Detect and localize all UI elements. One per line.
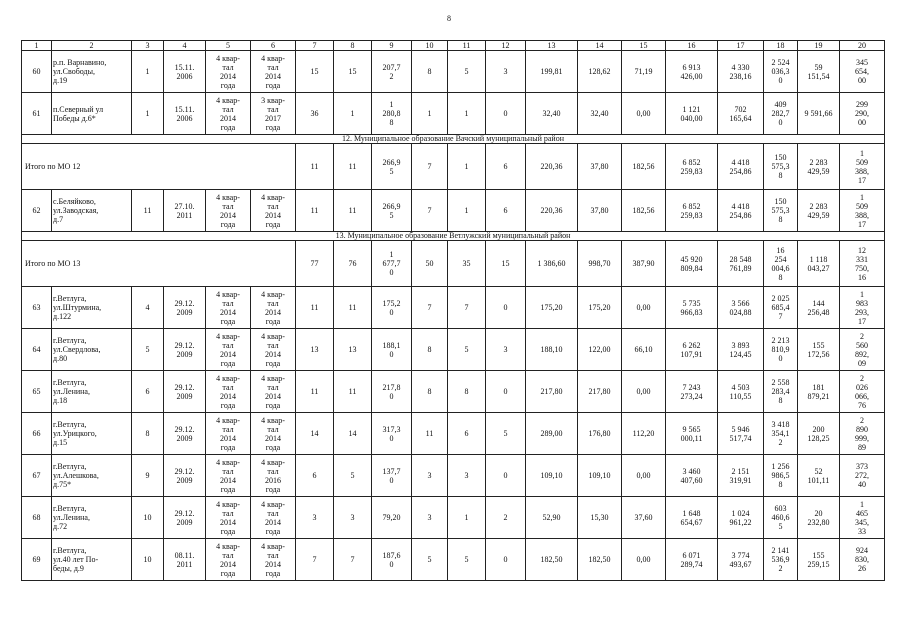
table-cell: 37,80 xyxy=(578,190,622,232)
table-cell: 4 квар- тал 2014 года xyxy=(206,51,251,93)
table-cell: 6 xyxy=(486,144,526,190)
address-cell: п.Северный ул Победы д.6* xyxy=(52,93,132,135)
table-cell: 387,90 xyxy=(622,241,666,287)
table-cell: 29.12. 2009 xyxy=(164,413,206,455)
table-cell: 5 xyxy=(448,329,486,371)
table-cell: 45 920 809,84 xyxy=(666,241,718,287)
table-cell: 7 xyxy=(412,190,448,232)
register-table xyxy=(21,40,885,581)
table-cell: 5 xyxy=(486,413,526,455)
table-cell: 0,00 xyxy=(622,93,666,135)
table-cell: 3 xyxy=(486,329,526,371)
table-cell: 1 xyxy=(448,144,486,190)
table-cell: 11 xyxy=(296,144,334,190)
column-header: 15 xyxy=(622,41,666,51)
table-cell: 4 квар- тал 2014 года xyxy=(251,371,296,413)
table-cell: 188,10 xyxy=(526,329,578,371)
table-cell: 128,62 xyxy=(578,51,622,93)
column-header: 14 xyxy=(578,41,622,51)
table-cell: 36 xyxy=(296,93,334,135)
table-cell: 217,80 xyxy=(578,371,622,413)
table-cell: 1 xyxy=(448,497,486,539)
table-cell: 1 648 654,67 xyxy=(666,497,718,539)
table-cell: 9 591,66 xyxy=(798,93,840,135)
table-cell: 2 283 429,59 xyxy=(798,190,840,232)
table-cell: 182,50 xyxy=(578,539,622,581)
page-number: 8 xyxy=(447,14,451,23)
total-label: Итого по МО 13 xyxy=(22,241,296,287)
table-cell: 6 xyxy=(486,190,526,232)
table-cell: 175,2 0 xyxy=(372,287,412,329)
table-cell: 7 243 273,24 xyxy=(666,371,718,413)
table-cell: 1 xyxy=(132,93,164,135)
table-cell: 4 квар- тал 2014 года xyxy=(206,539,251,581)
table-cell: 220,36 xyxy=(526,190,578,232)
table-cell: 27.10. 2011 xyxy=(164,190,206,232)
table-cell: 52,90 xyxy=(526,497,578,539)
table-cell: 8 xyxy=(448,371,486,413)
table-cell: 6 913 426,00 xyxy=(666,51,718,93)
table-cell: 14 xyxy=(334,413,372,455)
table-cell: 29.12. 2009 xyxy=(164,287,206,329)
table-cell: 15 xyxy=(296,51,334,93)
table-cell: 5 735 966,83 xyxy=(666,287,718,329)
column-header: 9 xyxy=(372,41,412,51)
table-cell: 266,9 5 xyxy=(372,190,412,232)
column-header: 17 xyxy=(718,41,764,51)
column-header: 16 xyxy=(666,41,718,51)
table-cell: 5 946 517,74 xyxy=(718,413,764,455)
table-cell: 9 565 000,11 xyxy=(666,413,718,455)
table-cell: 66,10 xyxy=(622,329,666,371)
table-cell: 13 xyxy=(296,329,334,371)
table-cell: 71,19 xyxy=(622,51,666,93)
table-cell: 5 xyxy=(334,455,372,497)
table-cell: 2 026 066, 76 xyxy=(840,371,885,413)
table-cell: 1 509 388, 17 xyxy=(840,144,885,190)
table-row xyxy=(22,190,885,232)
column-header: 10 xyxy=(412,41,448,51)
table-cell: 176,80 xyxy=(578,413,622,455)
table-cell: 29.12. 2009 xyxy=(164,455,206,497)
table-cell: 15 xyxy=(486,241,526,287)
table-cell: 137,7 0 xyxy=(372,455,412,497)
table-cell: 924 830, 26 xyxy=(840,539,885,581)
table-cell: 1 118 043,27 xyxy=(798,241,840,287)
table-cell: 0,00 xyxy=(622,455,666,497)
address-cell: г.Ветлуга, ул.Штурмина, д.122 xyxy=(52,287,132,329)
table-cell: 0,00 xyxy=(622,287,666,329)
table-cell: 3 xyxy=(412,497,448,539)
table-cell: 199,81 xyxy=(526,51,578,93)
table-cell: 2 213 810,9 0 xyxy=(764,329,798,371)
table-cell: 77 xyxy=(296,241,334,287)
table-cell: 0 xyxy=(486,93,526,135)
table-cell: 4 квар- тал 2014 года xyxy=(251,497,296,539)
table-cell: 3 xyxy=(412,455,448,497)
table-cell: 7 xyxy=(296,539,334,581)
table-cell: 3 xyxy=(448,455,486,497)
table-cell: 4 квар- тал 2014 года xyxy=(206,287,251,329)
row-number: 67 xyxy=(22,455,52,497)
table-cell: 266,9 5 xyxy=(372,144,412,190)
table-row xyxy=(22,497,885,539)
table-cell: 11 xyxy=(412,413,448,455)
table-cell: 4 квар- тал 2014 года xyxy=(251,287,296,329)
table-cell: 182,50 xyxy=(526,539,578,581)
table-row xyxy=(22,51,885,93)
table-cell: 4 503 110,55 xyxy=(718,371,764,413)
table-cell: 4 квар- тал 2014 года xyxy=(251,413,296,455)
table-cell: 2 141 536,9 2 xyxy=(764,539,798,581)
column-header: 19 xyxy=(798,41,840,51)
table-cell: 15.11. 2006 xyxy=(164,93,206,135)
table-cell: 4 418 254,86 xyxy=(718,190,764,232)
column-header: 1 xyxy=(22,41,52,51)
table-cell: 603 460,6 5 xyxy=(764,497,798,539)
table-cell: 1 280,8 8 xyxy=(372,93,412,135)
table-cell: 5 xyxy=(412,539,448,581)
table-cell: 1 xyxy=(132,51,164,93)
column-header: 4 xyxy=(164,41,206,51)
table-cell: 4 квар- тал 2014 года xyxy=(251,190,296,232)
table-cell: 299 290, 00 xyxy=(840,93,885,135)
table-cell: 3 xyxy=(296,497,334,539)
table-cell: 150 575,3 8 xyxy=(764,190,798,232)
table-cell: 4 квар- тал 2014 года xyxy=(251,539,296,581)
table-cell: 9 xyxy=(132,455,164,497)
table-cell: 52 101,11 xyxy=(798,455,840,497)
table-cell: 79,20 xyxy=(372,497,412,539)
table-cell: 4 квар- тал 2016 года xyxy=(251,455,296,497)
table-cell: 0 xyxy=(486,287,526,329)
table-cell: 7 xyxy=(448,287,486,329)
table-cell: 2 025 685,4 7 xyxy=(764,287,798,329)
table-cell: 37,60 xyxy=(622,497,666,539)
table-cell: 317,3 0 xyxy=(372,413,412,455)
table-cell: 1 465 345, 33 xyxy=(840,497,885,539)
table-cell: 200 128,25 xyxy=(798,413,840,455)
table-cell: 28 548 761,89 xyxy=(718,241,764,287)
column-header: 5 xyxy=(206,41,251,51)
table-cell: 1 983 293, 17 xyxy=(840,287,885,329)
table-cell: 4 квар- тал 2014 года xyxy=(251,329,296,371)
column-header: 2 xyxy=(52,41,132,51)
table-cell: 4 xyxy=(132,287,164,329)
table-cell: 2 890 999, 89 xyxy=(840,413,885,455)
table-cell: 2 558 283,4 8 xyxy=(764,371,798,413)
column-header: 3 xyxy=(132,41,164,51)
table-cell: 11 xyxy=(296,190,334,232)
table-cell: 6 262 107,91 xyxy=(666,329,718,371)
address-cell: с.Беляйково, ул.Заводская, д.7 xyxy=(52,190,132,232)
table-cell: 20 232,80 xyxy=(798,497,840,539)
table-cell: 15 xyxy=(334,51,372,93)
total-row xyxy=(22,241,885,287)
table-cell: 109,10 xyxy=(578,455,622,497)
table-cell: 155 259,15 xyxy=(798,539,840,581)
table-cell: 7 xyxy=(412,287,448,329)
table-cell: 122,00 xyxy=(578,329,622,371)
table-cell: 0 xyxy=(486,455,526,497)
table-cell: 2 151 319,91 xyxy=(718,455,764,497)
table-cell: 4 квар- тал 2014 года xyxy=(251,51,296,93)
table-cell: 7 xyxy=(412,144,448,190)
table-cell: 5 xyxy=(132,329,164,371)
table-cell: 6 xyxy=(296,455,334,497)
table-cell: 0,00 xyxy=(622,371,666,413)
table-cell: 5 xyxy=(448,539,486,581)
table-cell: 6 071 289,74 xyxy=(666,539,718,581)
table-cell: 6 xyxy=(132,371,164,413)
table-cell: 2 560 892, 09 xyxy=(840,329,885,371)
column-header: 7 xyxy=(296,41,334,51)
table-cell: 1 256 986,5 8 xyxy=(764,455,798,497)
address-cell: г.Ветлуга, ул.Урицкого, д.15 xyxy=(52,413,132,455)
table-cell: 32,40 xyxy=(526,93,578,135)
row-number: 68 xyxy=(22,497,52,539)
row-number: 60 xyxy=(22,51,52,93)
table-cell: 373 272, 40 xyxy=(840,455,885,497)
table-cell: 6 xyxy=(448,413,486,455)
row-number: 64 xyxy=(22,329,52,371)
table-cell: 3 квар- тал 2017 года xyxy=(251,93,296,135)
column-header: 8 xyxy=(334,41,372,51)
table-cell: 37,80 xyxy=(578,144,622,190)
table-cell: 1 xyxy=(448,190,486,232)
table-row xyxy=(22,413,885,455)
table-row xyxy=(22,539,885,581)
table-cell: 6 852 259,83 xyxy=(666,144,718,190)
table-cell: 1 xyxy=(448,93,486,135)
table-cell: 1 386,60 xyxy=(526,241,578,287)
row-number: 62 xyxy=(22,190,52,232)
table-cell: 3 566 024,88 xyxy=(718,287,764,329)
table-cell: 29.12. 2009 xyxy=(164,329,206,371)
table-cell: 4 квар- тал 2014 года xyxy=(206,497,251,539)
address-cell: г.Ветлуга, ул.Ленина, д.72 xyxy=(52,497,132,539)
table-cell: 4 квар- тал 2014 года xyxy=(206,455,251,497)
table-cell: 182,56 xyxy=(622,144,666,190)
table-cell: 8 xyxy=(132,413,164,455)
table-cell: 4 квар- тал 2014 года xyxy=(206,190,251,232)
table-row xyxy=(22,455,885,497)
table-cell: 32,40 xyxy=(578,93,622,135)
table-cell: 289,00 xyxy=(526,413,578,455)
row-number: 65 xyxy=(22,371,52,413)
table-row xyxy=(22,287,885,329)
address-cell: г.Ветлуга, ул.Свердлова, д.80 xyxy=(52,329,132,371)
row-number: 69 xyxy=(22,539,52,581)
table-cell: 50 xyxy=(412,241,448,287)
address-cell: р.п. Варнавино, ул.Свободы, д.19 xyxy=(52,51,132,93)
table-cell: 35 xyxy=(448,241,486,287)
table-cell: 15.11. 2006 xyxy=(164,51,206,93)
table-cell: 1 xyxy=(334,93,372,135)
table-cell: 10 xyxy=(132,497,164,539)
table-cell: 16 254 004,6 8 xyxy=(764,241,798,287)
table-cell: 29.12. 2009 xyxy=(164,371,206,413)
table-row xyxy=(22,93,885,135)
total-label: Итого по МО 12 xyxy=(22,144,296,190)
table-cell: 3 418 354,1 2 xyxy=(764,413,798,455)
table-row xyxy=(22,329,885,371)
table-cell: 3 xyxy=(486,51,526,93)
table-cell: 4 квар- тал 2014 года xyxy=(206,329,251,371)
table-cell: 8 xyxy=(412,51,448,93)
table-cell: 6 852 259,83 xyxy=(666,190,718,232)
address-cell: г.Ветлуга, ул.Ленина, д.18 xyxy=(52,371,132,413)
table-cell: 14 xyxy=(296,413,334,455)
table-cell: 1 677,7 0 xyxy=(372,241,412,287)
section-title: 12. Муниципальное образование Вачский муниципальный район xyxy=(22,135,885,144)
row-number: 61 xyxy=(22,93,52,135)
table-cell: 8 xyxy=(412,329,448,371)
table-cell: 345 654, 00 xyxy=(840,51,885,93)
table-cell: 175,20 xyxy=(578,287,622,329)
column-header: 12 xyxy=(486,41,526,51)
table-cell: 217,8 0 xyxy=(372,371,412,413)
table-cell: 11 xyxy=(132,190,164,232)
table-cell: 11 xyxy=(334,371,372,413)
table-cell: 1 024 961,22 xyxy=(718,497,764,539)
table-cell: 11 xyxy=(334,287,372,329)
table-cell: 1 121 040,00 xyxy=(666,93,718,135)
row-number: 66 xyxy=(22,413,52,455)
table-cell: 207,7 2 xyxy=(372,51,412,93)
table-cell: 1 xyxy=(412,93,448,135)
table-cell: 4 квар- тал 2014 года xyxy=(206,371,251,413)
column-header: 11 xyxy=(448,41,486,51)
column-header: 13 xyxy=(526,41,578,51)
table-cell: 15,30 xyxy=(578,497,622,539)
column-header: 6 xyxy=(251,41,296,51)
table-cell: 4 330 238,16 xyxy=(718,51,764,93)
table-cell: 0,00 xyxy=(622,539,666,581)
table-cell: 187,6 0 xyxy=(372,539,412,581)
table-cell: 3 774 493,67 xyxy=(718,539,764,581)
table-cell: 7 xyxy=(334,539,372,581)
section-row xyxy=(22,135,885,144)
table-cell: 144 256,48 xyxy=(798,287,840,329)
table-cell: 220,36 xyxy=(526,144,578,190)
table-cell: 2 524 036,3 0 xyxy=(764,51,798,93)
table-cell: 409 282,7 0 xyxy=(764,93,798,135)
address-cell: г.Ветлуга, ул.Алешкова, д.75* xyxy=(52,455,132,497)
table-cell: 08.11. 2011 xyxy=(164,539,206,581)
table-cell: 2 xyxy=(486,497,526,539)
table-cell: 0 xyxy=(486,371,526,413)
table-cell: 13 xyxy=(334,329,372,371)
table-cell: 188,1 0 xyxy=(372,329,412,371)
column-header: 18 xyxy=(764,41,798,51)
table-cell: 59 151,54 xyxy=(798,51,840,93)
table-cell: 29.12. 2009 xyxy=(164,497,206,539)
table-cell: 12 331 750, 16 xyxy=(840,241,885,287)
address-cell: г.Ветлуга, ул.40 лет По- беды, д.9 xyxy=(52,539,132,581)
table-cell: 702 165,64 xyxy=(718,93,764,135)
section-row xyxy=(22,232,885,241)
table-cell: 112,20 xyxy=(622,413,666,455)
table-cell: 2 283 429,59 xyxy=(798,144,840,190)
table-cell: 3 xyxy=(334,497,372,539)
table-cell: 11 xyxy=(296,287,334,329)
table-cell: 998,70 xyxy=(578,241,622,287)
table-cell: 11 xyxy=(334,190,372,232)
table-cell: 150 575,3 8 xyxy=(764,144,798,190)
table-cell: 0 xyxy=(486,539,526,581)
total-row xyxy=(22,144,885,190)
table-cell: 217,80 xyxy=(526,371,578,413)
table-cell: 109,10 xyxy=(526,455,578,497)
table-cell: 10 xyxy=(132,539,164,581)
table-cell: 4 квар- тал 2014 года xyxy=(206,413,251,455)
table-cell: 3 893 124,45 xyxy=(718,329,764,371)
table-cell: 1 509 388, 17 xyxy=(840,190,885,232)
table-cell: 155 172,56 xyxy=(798,329,840,371)
table-cell: 5 xyxy=(448,51,486,93)
table-cell: 11 xyxy=(296,371,334,413)
table-cell: 175,20 xyxy=(526,287,578,329)
table-cell: 3 460 407,60 xyxy=(666,455,718,497)
table-cell: 11 xyxy=(334,144,372,190)
table-cell: 181 879,21 xyxy=(798,371,840,413)
table-cell: 4 квар- тал 2014 года xyxy=(206,93,251,135)
column-header: 20 xyxy=(840,41,885,51)
table-cell: 76 xyxy=(334,241,372,287)
section-title: 13. Муниципальное образование Ветлужский муниципальный район xyxy=(22,232,885,241)
table-cell: 182,56 xyxy=(622,190,666,232)
table-row xyxy=(22,371,885,413)
table-cell: 4 418 254,86 xyxy=(718,144,764,190)
row-number: 63 xyxy=(22,287,52,329)
header-row xyxy=(22,41,885,51)
table-cell: 8 xyxy=(412,371,448,413)
